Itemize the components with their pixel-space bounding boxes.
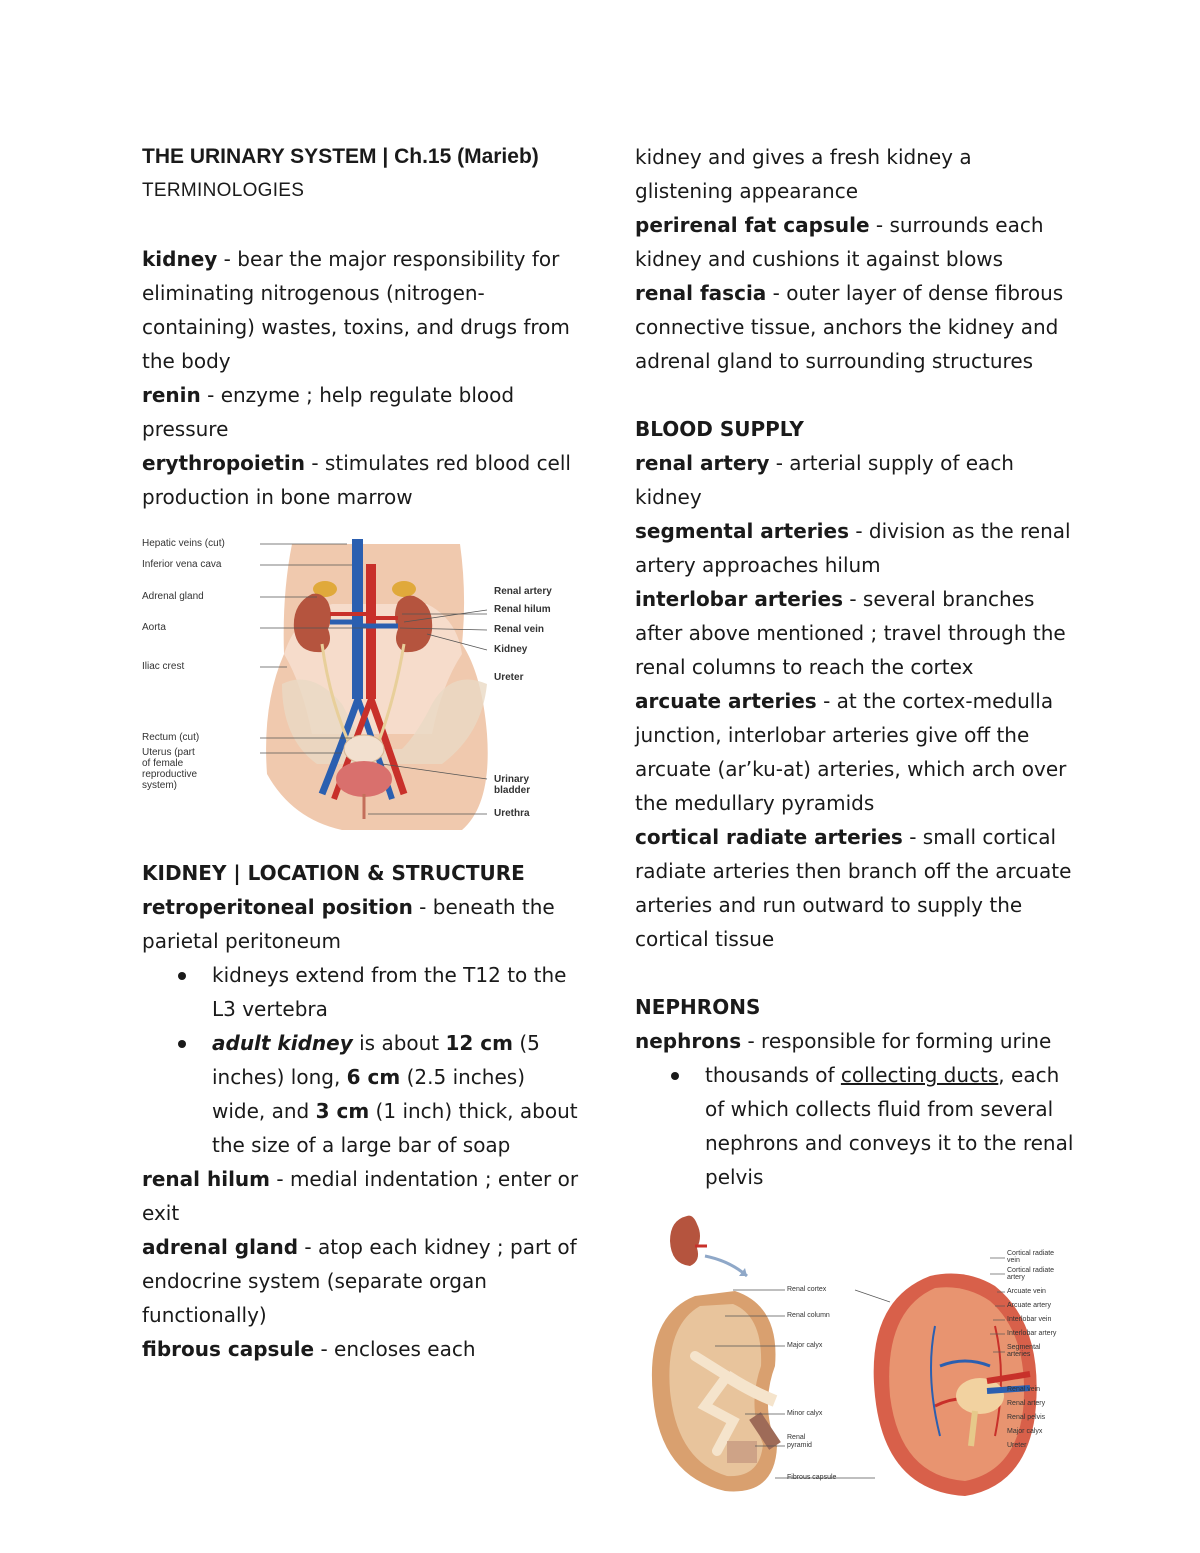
fig2-label-renal-cortex: Renal cortex <box>787 1286 827 1293</box>
list-item: kidneys extend from the T12 to the L3 vertebra <box>212 958 582 1026</box>
fig2-label-renal-vein: Renal vein <box>1007 1386 1041 1393</box>
right-column <box>635 140 1075 1506</box>
fig1-label-renal-artery: Renal artery <box>494 586 552 597</box>
fig2-label-minor-calyx: Minor calyx <box>787 1410 823 1417</box>
fig2-label-segmental-arteries-2: arteries <box>1007 1351 1031 1358</box>
term-adrenal-gland: adrenal gland - atop each kidney ; part of endocrine system (separate organ functionally) <box>142 1235 577 1327</box>
section-heading-nephrons: NEPHRONS <box>635 995 761 1019</box>
fig1-label-adrenal-gland: Adrenal gland <box>142 591 204 602</box>
term-kidney: kidney - bear the major responsibility for eliminating nitrogenous (nitrogen-containing) wastes, toxins, and drugs from the body <box>142 247 570 373</box>
fig2-label-ureter: Ureter <box>1007 1442 1027 1449</box>
urinary-system-figure <box>142 534 566 830</box>
fig1-label-kidney: Kidney <box>494 644 528 655</box>
fig1-label-urinary-2: bladder <box>494 785 531 796</box>
document-title: THE URINARY SYSTEM | Ch.15 (Marieb) <box>142 145 539 168</box>
term-nephrons: nephrons - responsible for forming urine <box>635 1029 1052 1053</box>
fig2-label-fibrous-capsule: Fibrous capsule <box>787 1474 837 1481</box>
fig1-label-ureter: Ureter <box>494 672 524 683</box>
list-item: adult kidney is about 12 cm (5 inches) long, 6 cm (2.5 inches) wide, and 3 cm (1 inch) thick, about the size of a large bar of soap <box>212 1026 582 1162</box>
fig2-label-cortical-radiate-vein-2: vein <box>1007 1257 1020 1264</box>
fig1-label-uterus-2: of female <box>142 758 184 769</box>
term-arcuate-arteries: arcuate arteries - at the cortex-medulla junction, interlobar arteries give off the arcuate (ar’ku-at) arteries, which arch over the medullary pyramids <box>635 689 1067 815</box>
fig2-label-cortical-radiate-vein-1: Cortical radiate <box>1007 1250 1055 1257</box>
fig1-label-urinary-1: Urinary <box>494 774 530 785</box>
term-renal-fascia: renal fascia - outer layer of dense fibrous connective tissue, anchors the kidney and adrenal gland to surrounding structures <box>635 281 1064 373</box>
fig1-label-uterus-3: reproductive <box>142 769 198 780</box>
fig1-label-renal-vein: Renal vein <box>494 624 545 635</box>
fig2-label-renal-artery: Renal artery <box>1007 1400 1046 1407</box>
left-column <box>142 140 582 1366</box>
term-renal-hilum: renal hilum - medial indentation ; enter or exit <box>142 1167 579 1225</box>
term-perirenal-fat-capsule: perirenal fat capsule - surrounds each kidney and cushions it against blows <box>635 213 1044 271</box>
fig1-label-iliac-crest: Iliac crest <box>142 661 185 672</box>
fig2-label-renal-pelvis: Renal pelvis <box>1007 1414 1046 1421</box>
fig2-label-segmental-arteries-1: Segmental <box>1007 1344 1041 1351</box>
fibrous-capsule-continued: kidney and gives a fresh kidney a glistening appearance <box>635 145 972 203</box>
term-erythropoietin: erythropoietin - stimulates red blood cell production in bone marrow <box>142 451 571 509</box>
section-heading-blood-supply: BLOOD SUPPLY <box>635 417 804 441</box>
term-renal-artery: renal artery - arterial supply of each kidney <box>635 451 1014 509</box>
term-retroperitoneal: retroperitoneal position - beneath the parietal peritoneum <box>142 895 555 953</box>
fig1-label-urethra: Urethra <box>494 808 530 819</box>
fig1-label-rectum: Rectum (cut) <box>142 732 200 743</box>
list-item: thousands of collecting ducts, each of which collects fluid from several nephrons and conveys it to the renal pelvis <box>705 1058 1075 1194</box>
fig2-label-interlobar-vein: Interlobar vein <box>1007 1316 1052 1323</box>
fig2-label-cortical-radiate-artery-2: artery <box>1007 1274 1025 1281</box>
fig1-label-uterus-4: system) <box>142 780 177 791</box>
fig1-label-inferior-vena-cava: Inferior vena cava <box>142 559 222 570</box>
fig2-label-renal-pyramid-2: pyramid <box>787 1442 812 1449</box>
fig1-label-uterus-1: Uterus (part <box>142 747 195 758</box>
fig2-label-arcuate-artery: Arcuate artery <box>1007 1302 1051 1309</box>
fig2-label-renal-pyramid-1: Renal <box>787 1434 806 1441</box>
term-fibrous-capsule: fibrous capsule - encloses each <box>142 1337 476 1361</box>
term-cortical-radiate-arteries: cortical radiate arteries - small cortical radiate arteries then branch off the arcuate arteries and run outward to supply the cortical tissue <box>635 825 1072 951</box>
section-heading-kidney-location: KIDNEY | LOCATION & STRUCTURE <box>142 861 525 885</box>
fig1-label-renal-hilum: Renal hilum <box>494 604 551 615</box>
fig1-label-aorta: Aorta <box>142 622 166 633</box>
fig2-label-interlobar-artery: Interlobar artery <box>1007 1330 1057 1337</box>
kidney-section-illustration <box>635 1206 1059 1506</box>
fig2-label-renal-column: Renal column <box>787 1312 830 1319</box>
fig1-label-hepatic-veins: Hepatic veins (cut) <box>142 538 225 549</box>
kidney-facts-list <box>142 958 582 1162</box>
fig2-label-cortical-radiate-artery-1: Cortical radiate <box>1007 1267 1055 1274</box>
kidney-section-figure <box>635 1206 1059 1506</box>
term-renin: renin - enzyme ; help regulate blood pressure <box>142 383 515 441</box>
collecting-ducts-link[interactable]: collecting ducts <box>840 1063 999 1087</box>
subtitle-terminologies: TERMINOLOGIES <box>142 180 305 201</box>
term-interlobar-arteries: interlobar arteries - several branches after above mentioned ; travel through the renal columns to reach the cortex <box>635 587 1066 679</box>
fig2-label-major-calyx: Major calyx <box>787 1342 823 1349</box>
fig2-label-arcuate-vein: Arcuate vein <box>1007 1288 1046 1295</box>
term-segmental-arteries: segmental arteries - division as the renal artery approaches hilum <box>635 519 1071 577</box>
fig2-label-major-calyx-right: Major calyx <box>1007 1428 1043 1435</box>
nephron-list <box>635 1058 1075 1194</box>
